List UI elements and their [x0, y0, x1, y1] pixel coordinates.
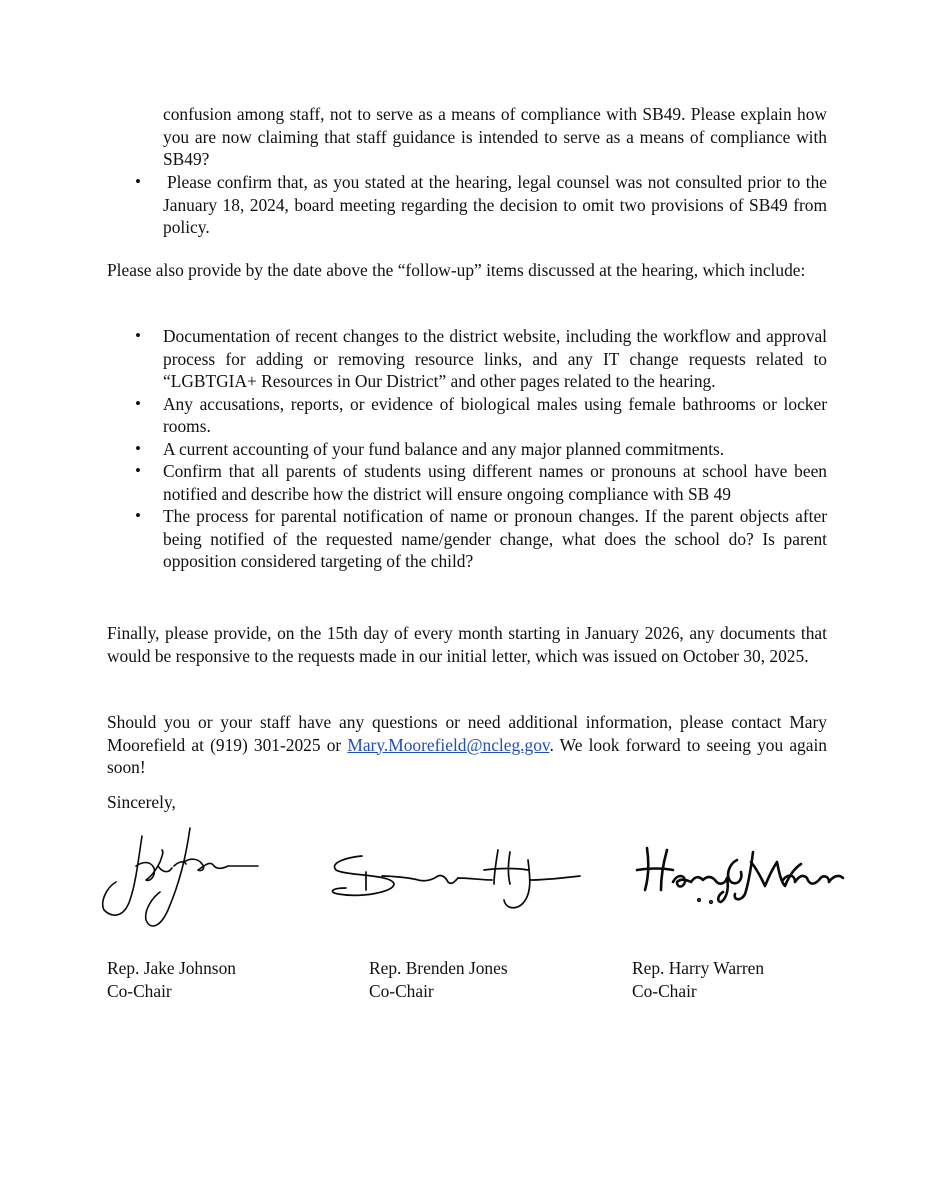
contact-email-link[interactable]: Mary.Moorefield@ncleg.gov — [347, 734, 550, 755]
signer-title: Co-Chair — [632, 980, 697, 1001]
contact-text-end: . We look forward to seeing you again soon! — [107, 734, 827, 777]
followup-item: • Documentation of recent changes to the district website, including the workflow and approval process for adding or removing resource links, and any IT change requests related to “LGBTGIA+ Resources in Our District” and other pages related to the hearing. — [107, 325, 827, 393]
signature-jake-johnson — [98, 822, 268, 937]
continued-bullet-list — [107, 103, 827, 171]
followup-item: • The process for parental notification of name or pronoun changes. If the parent objects after being notified of the requested name/gender change, what does the school do? Is parent opposition considered targeting of the child? — [107, 505, 827, 573]
signer-block-jones — [369, 957, 589, 1002]
followup-intro: Please also provide by the date above the “follow-up” items discussed at the hearing, which include: — [107, 260, 806, 280]
followup-item: • Any accusations, reports, or evidence of biological males using female bathrooms or locker rooms. — [107, 393, 827, 438]
contact-text: Should you or your staff have any questions or need additional information, please contact Mary Moorefield at (919) 301-2025 or — [107, 712, 827, 755]
followup-list — [107, 325, 827, 573]
signer-name: Rep. Harry Warren — [632, 958, 765, 978]
signer-title: Co-Chair — [369, 980, 434, 1001]
signer-name: Rep. Jake Johnson — [107, 958, 236, 978]
confirm-bullet-list — [107, 171, 827, 239]
signer-name: Rep. Brenden Jones — [369, 958, 508, 978]
signature-harry-warren — [633, 842, 848, 912]
finally-paragraph: Finally, please provide, on the 15th day of every month starting in January 2026, any documents that would be responsive to the requests made in our initial letter, which was issued on October 30, 2025. — [107, 623, 827, 666]
signer-block-warren — [632, 957, 852, 1002]
continued-bullet-text: confusion among staff, not to serve as a means of compliance with SB49. Please explain how you are now claiming that staff guidance is intended to serve as a means of compliance with SB49? — [163, 104, 827, 169]
closing: Sincerely, — [107, 792, 176, 812]
signer-block-johnson — [107, 957, 327, 1002]
followup-item: • Confirm that all parents of students using different names or pronouns at school have been notified and describe how the district will ensure ongoing compliance with SB 49 — [107, 460, 827, 505]
signature-brenden-jones — [322, 840, 587, 920]
followup-item: • A current accounting of your fund balance and any major planned commitments. — [107, 438, 827, 461]
confirm-bullet-item: • Please confirm that, as you stated at the hearing, legal counsel was not consulted prior to the January 18, 2024, board meeting regarding the decision to omit two provisions of SB49 from policy. — [107, 171, 827, 239]
contact-paragraph — [107, 711, 827, 779]
signer-title: Co-Chair — [107, 980, 172, 1001]
